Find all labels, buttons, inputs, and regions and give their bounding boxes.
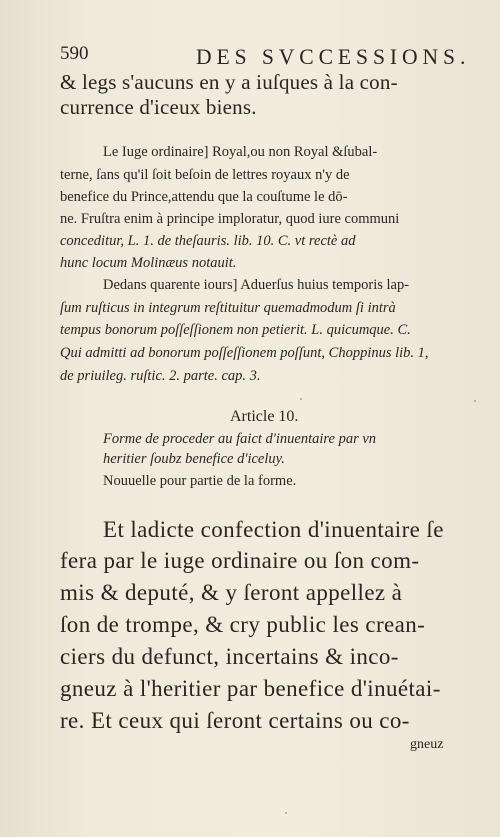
article-title-line: Forme de proceder au faict d'inuentaire par vn	[103, 431, 377, 447]
paper-speck	[474, 400, 476, 402]
article-text-line: ciers du defunct, incertains & inco-	[60, 644, 399, 669]
article-text-line: gneuz à l'heritier par benefice d'inuétai-	[60, 676, 441, 701]
commentary-line: hunc locum Molinæus notauit.	[60, 255, 237, 271]
commentary-line: terne, ſans qu'il ſoit beſoin de lettres royaux n'y de	[60, 167, 350, 183]
commentary-line: conceditur, L. 1. de theſauris. lib. 10. C. vt rectè ad	[60, 233, 356, 249]
commentary-line: tempus bonorum poſſeſſionem non petierit. L. quicumque. C.	[60, 322, 411, 338]
catchword: gneuz	[410, 737, 444, 752]
paper-speck	[300, 398, 302, 400]
article-text-line: re. Et ceux qui ſeront certains ou co-	[60, 708, 410, 733]
paper-speck	[285, 812, 287, 814]
article-text-line: Et ladicte confection d'inuentaire ſe	[103, 517, 444, 542]
article-text-line: ſon de trompe, & cry public les crean-	[60, 612, 426, 637]
commentary-line: Qui admitti ad bonorum poſſeſſionem poſſunt, Choppinus lib. 1,	[60, 345, 429, 361]
commentary-line: ſum ruſticus in integrum reſtituitur quemadmodum ſi intrà	[60, 300, 396, 316]
commentary-line: benefice du Prince,attendu que la couſtume le dō-	[60, 189, 348, 205]
commentary-line: Le Iuge ordinaire] Royal,ou non Royal &ſubal-	[103, 144, 378, 160]
article-number: Article 10.	[230, 408, 299, 425]
commentary-line: de priuileg. ruſtic. 2. parte. cap. 3.	[60, 368, 261, 384]
commentary-line: ne. Fruſtra enim à principe imploratur, quod iure communi	[60, 211, 400, 227]
text-line: currence d'iceux biens.	[60, 95, 257, 119]
article-note: Nouuelle pour partie de la forme.	[103, 473, 297, 489]
commentary-line: Dedans quarente iours] Aduerſus huius temporis lap-	[103, 277, 410, 293]
article-text-line: fera par le iuge ordinaire ou ſon com-	[60, 548, 420, 573]
page-number: 590	[60, 43, 89, 64]
article-text-line: mis & deputé, & y ſeront appellez à	[60, 580, 403, 605]
text-line: & legs s'aucuns en y a iuſques à la con-	[60, 70, 398, 94]
article-title-line: heritier ſoubz benefice d'iceluy.	[103, 451, 285, 467]
running-title: DES SVCCESSIONS.	[196, 44, 471, 69]
